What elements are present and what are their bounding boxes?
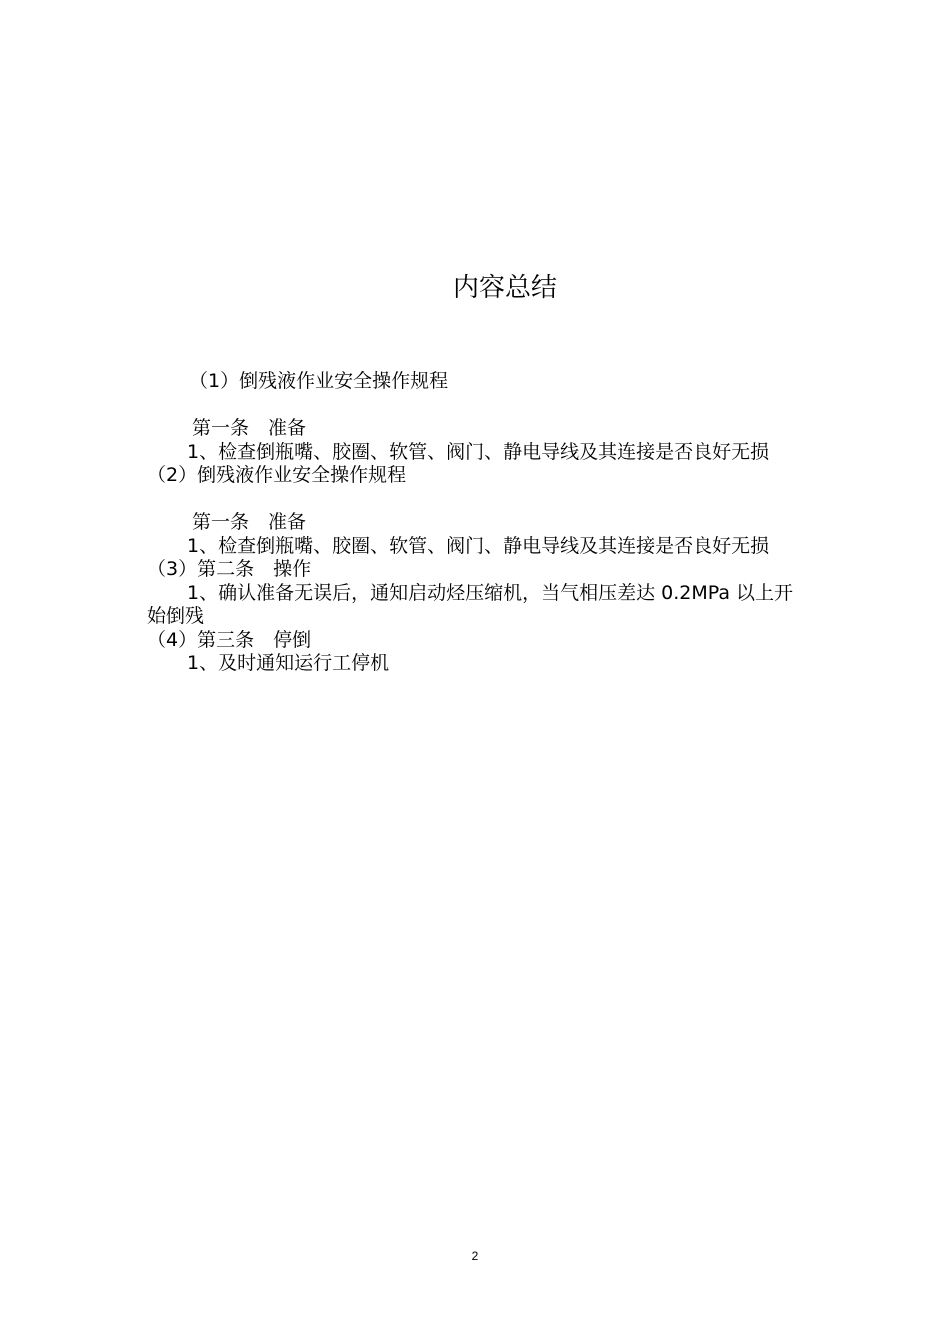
spacer (147, 488, 807, 512)
article-item: 1、检查倒瓶嘴、胶圈、软管、阀门、静电导线及其连接是否良好无损 (187, 440, 770, 463)
article-title: 第一条 准备 (192, 511, 307, 533)
article-item: 1、确认准备无误后，通知启动烃压缩机，当气相压差达 0.2MPa 以上开始倒残 (147, 581, 794, 627)
spacer (147, 394, 807, 418)
summary-content (147, 370, 807, 676)
section-heading: （1）倒残液作业安全操作规程 (189, 370, 449, 392)
article-title: 第一条 准备 (192, 417, 307, 439)
page-title: 内容总结 (452, 273, 557, 303)
page-number: 2 (471, 1249, 479, 1263)
section-heading: （4）第三条 停倒 (147, 628, 312, 651)
article-item: 1、及时通知运行工停机 (187, 652, 390, 674)
section-heading: （2）倒残液作业安全操作规程 (147, 464, 407, 486)
section-heading: （3）第二条 操作 (147, 558, 312, 580)
article-item: 1、检查倒瓶嘴、胶圈、软管、阀门、静电导线及其连接是否良好无损 (187, 534, 770, 557)
